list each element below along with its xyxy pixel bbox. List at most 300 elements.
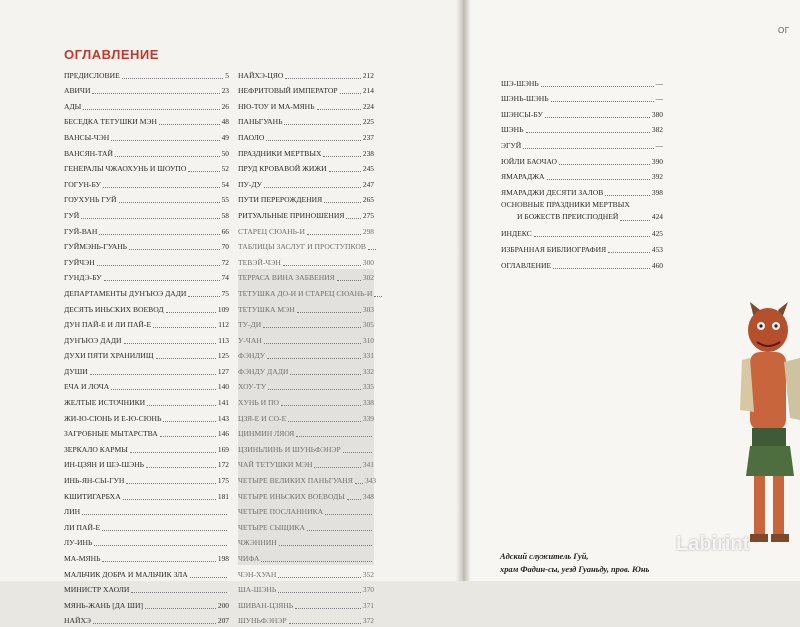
leader-dots (295, 608, 361, 609)
leader-dots (156, 358, 216, 359)
toc-entry-title: ХОУ-ТУ (238, 382, 267, 392)
toc-entry-title: ШЭ-ШЭНЬ (501, 78, 539, 88)
toc-entry (238, 518, 374, 534)
toc-entry (238, 456, 374, 472)
toc-entry-title: ОСНОВНЫЕ ПРАЗДНИКИ МЕРТВЫХ (501, 199, 630, 209)
toc-entry (501, 225, 663, 241)
toc-page-number: 332 (362, 366, 374, 376)
leader-dots (131, 592, 227, 593)
leader-dots (343, 452, 372, 453)
toc-column-1 (64, 66, 229, 627)
leader-dots (296, 436, 372, 437)
toc-entry (64, 191, 229, 207)
toc-entry (501, 105, 663, 121)
leader-dots (166, 312, 216, 313)
toc-entry (64, 82, 229, 98)
leader-dots (147, 405, 216, 406)
toc-page-number: 265 (362, 195, 374, 205)
toc-page-number: 303 (362, 304, 374, 314)
toc-entry-title: ЯМАРАДЖИ ДЕСЯТИ ЗАЛОВ (501, 187, 604, 197)
toc-entry-title: ПУ-ДУ (238, 179, 263, 189)
toc-entry (501, 74, 663, 90)
toc-page-number: 175 (217, 476, 229, 486)
leader-dots (97, 265, 220, 266)
toc-entry (238, 409, 374, 425)
toc-page-number: 141 (217, 398, 229, 408)
toc-entry (64, 362, 229, 378)
toc-page-number: 72 (221, 257, 229, 267)
toc-page-number: 48 (221, 117, 229, 127)
toc-entry-title: КШИТИГАРБХА (64, 491, 121, 501)
toc-entry-title: ШУНЬФЭНЭР (238, 616, 287, 626)
leader-dots (329, 171, 361, 172)
leader-dots (94, 545, 227, 546)
toc-entry (238, 269, 374, 285)
toc-page-number: 398 (651, 187, 663, 197)
toc-page-number: 146 (217, 429, 229, 439)
leader-dots (314, 467, 360, 468)
toc-entry-title: ГОГУН-БУ (64, 179, 101, 189)
toc-entry-title: НЕФРИТОВЫЙ ИМПЕРАТОР (238, 86, 338, 96)
caption-line-2: храм Фадин-сы, уезд Гуаньду, пров. Юнь (500, 565, 650, 574)
toc-entry (64, 144, 229, 160)
toc-entry (64, 253, 229, 269)
leader-dots (355, 483, 363, 484)
toc-page-number: — (655, 78, 663, 88)
toc-entry (64, 113, 229, 129)
toc-entry-title: ЧЕТЫРЕ ВЕЛИКИХ ПАНЬГУАНЯ (238, 476, 353, 486)
toc-entry (238, 581, 374, 597)
toc-entry-title: ШИВАН-ЦЗЯНЬ (238, 600, 294, 610)
toc-entry (64, 534, 229, 550)
leader-dots (541, 86, 654, 87)
leader-dots (323, 156, 360, 157)
leader-dots (153, 327, 216, 328)
leader-dots (324, 202, 361, 203)
toc-entry (64, 160, 229, 176)
toc-entry (501, 121, 663, 137)
leader-dots (130, 452, 216, 453)
toc-entry-title: ДЕПАРТАМЕНТЫ ДУНЪЮЭ ДАДИ (64, 288, 187, 298)
toc-entry-title: ОГЛАВЛЕНИЕ (501, 260, 552, 270)
leader-dots (266, 140, 361, 141)
toc-entry-title: ЧИФА (238, 554, 260, 563)
toc-entry-title: ГУНДЭ-БУ (64, 273, 102, 283)
toc-page-number: 371 (362, 600, 374, 610)
toc-page-number: 54 (221, 179, 229, 189)
toc-entry (501, 199, 663, 225)
toc-entry (64, 518, 229, 534)
toc-entry-title: ЧЕТЫРЕ СЫЩИКА (238, 522, 305, 532)
leader-dots (620, 220, 650, 221)
toc-entry (64, 66, 229, 82)
leader-dots (92, 93, 219, 94)
toc-page-number: 370 (362, 585, 374, 595)
toc-entry (64, 487, 229, 503)
toc-entry-title: ЦИНМИН ЛЯОЯ (238, 429, 295, 439)
leader-dots (307, 530, 372, 531)
toc-entry-title: ФЭНДУ (238, 351, 266, 361)
toc-page-number: 125 (217, 351, 229, 361)
toc-entry (238, 378, 374, 394)
toc-page-number: 392 (651, 172, 663, 182)
toc-entry-title: МА-МЯНЬ (64, 554, 101, 563)
leader-dots (126, 483, 216, 484)
toc-entry-title: ГЕНЕРАЛЫ ЧЖАОХУНЬ И ШОУПО (64, 164, 187, 174)
toc-entry (238, 113, 374, 129)
toc-page-number: 214 (362, 86, 374, 96)
toc-page-number: 224 (362, 101, 374, 111)
leader-dots (111, 389, 216, 390)
leader-dots (374, 296, 382, 297)
toc-page-number: 26 (221, 101, 229, 111)
toc-entry (64, 471, 229, 487)
toc-entry-title: МИНИСТР ХАОЛИ (64, 585, 130, 595)
leader-dots (279, 545, 372, 546)
leader-dots (288, 421, 361, 422)
toc-entry (64, 440, 229, 456)
toc-entry-title: АДЫ (64, 101, 82, 111)
toc-entry-title: НЮ-ТОУ И МА-МЯНЬ (238, 101, 315, 111)
toc-entry (64, 549, 229, 565)
toc-entry (238, 300, 374, 316)
toc-entry (238, 471, 377, 487)
toc-entry-title: ИНДЕКС (501, 229, 532, 239)
leader-dots (124, 343, 217, 344)
watermark-logo: Labirint (676, 533, 750, 555)
toc-page-number: 169 (217, 444, 229, 454)
toc-page-number: 245 (362, 164, 374, 174)
toc-column-2 (238, 66, 377, 627)
toc-entry-title: ФЭНДУ ДАДИ (238, 366, 289, 376)
toc-entry (501, 90, 663, 106)
toc-entry-title: ПАНЬГУАНЬ (238, 117, 283, 127)
leader-dots (523, 148, 653, 149)
toc-entry (238, 144, 374, 160)
toc-entry (64, 393, 229, 409)
toc-page-number: 343 (364, 476, 377, 486)
toc-page-number: 113 (218, 335, 229, 345)
toc-page-number: 23 (221, 86, 229, 96)
leader-dots (337, 280, 361, 281)
toc-entry (238, 596, 374, 612)
leader-dots (160, 436, 216, 437)
toc-page-number: 341 (362, 460, 374, 470)
toc-entry-title: ЖЕЛТЫЕ ИСТОЧНИКИ (64, 398, 146, 408)
leader-dots (146, 467, 216, 468)
leader-dots (605, 195, 650, 196)
toc-page-number: 70 (221, 242, 229, 252)
toc-page-number: 58 (221, 210, 229, 220)
toc-page-number: 140 (217, 382, 229, 392)
toc-entry-title: ГУЙМЭНЬ-ГУАНЬ (64, 242, 128, 252)
toc-entry-title: ТЕВЭЙ-ЧЭН (238, 257, 281, 267)
toc-page-number: — (655, 94, 663, 104)
toc-page-number: 425 (651, 229, 663, 239)
toc-entry-title: СТАРЕЦ СЮАНЬ-И (238, 226, 305, 236)
toc-page-number: 127 (217, 366, 229, 376)
toc-page-number: 225 (362, 117, 374, 127)
leader-dots (284, 124, 360, 125)
toc-entry (64, 347, 229, 363)
toc-entry (64, 284, 229, 300)
leader-dots (264, 187, 361, 188)
toc-entry (64, 425, 229, 441)
toc-entry-title: ИЗБРАННАЯ БИБЛИОГРАФИЯ (501, 244, 607, 254)
leader-dots (129, 249, 220, 250)
toc-entry (238, 612, 374, 627)
toc-entry (238, 238, 374, 254)
toc-entry-title: ИН-ЦЗЯН И ШЭ-ШЭНЬ (64, 460, 145, 470)
toc-entry (238, 82, 374, 98)
leader-dots (283, 265, 361, 266)
toc-entry (64, 565, 229, 581)
toc-page-number: 302 (362, 273, 374, 283)
toc-entry (501, 240, 663, 256)
toc-entry (501, 168, 663, 184)
toc-entry-title: МЯНЬ-ЖАНЬ [ДА ШИ] (64, 600, 143, 610)
toc-page-number: 112 (218, 320, 229, 330)
toc-entry-title: У-ЧАН (238, 335, 262, 345)
toc-entry (501, 152, 663, 168)
toc-entry-title: АВИЧИ (64, 86, 91, 96)
toc-entry-title: ПРУД КРОВАВОЙ ЖИЖИ (238, 164, 327, 174)
toc-entry (238, 284, 374, 300)
toc-entry-title: ЛИ ПАЙ-Е (64, 522, 101, 532)
leader-dots (534, 236, 650, 237)
leader-dots (81, 218, 219, 219)
toc-entry (238, 316, 374, 332)
toc-page-number: 300 (362, 257, 374, 267)
toc-page-number: 335 (362, 382, 374, 392)
toc-entry-title: ГУЙ-ВАН (64, 226, 98, 236)
leader-dots (104, 280, 220, 281)
toc-page-number: 372 (362, 616, 374, 626)
toc-entry-title: ГУЙ (64, 210, 80, 220)
toc-entry-title: ЧЖЭННИН (238, 538, 277, 548)
toc-entry (64, 128, 229, 144)
toc-entry-title: ДУХИ ПЯТИ ХРАНИЛИЩ (64, 351, 154, 361)
toc-entry (238, 331, 374, 347)
toc-page-number: 74 (221, 273, 229, 283)
toc-entry-title: ТАБЛИЦЫ ЗАСЛУГ И ПРОСТУПКОВ (238, 242, 366, 252)
leader-dots (93, 623, 216, 624)
toc-page-number: 339 (362, 413, 374, 423)
toc-entry-title: ЦЗИНЬЛИНЬ И ШУНЬФЭНЭР (238, 444, 341, 454)
leader-dots (278, 592, 361, 593)
leader-dots (347, 499, 361, 500)
toc-page-number: 172 (217, 460, 229, 470)
toc-page-number: 338 (362, 398, 374, 408)
toc-entry (238, 347, 374, 363)
leader-dots (547, 179, 650, 180)
leader-dots (111, 140, 219, 141)
toc-entry (64, 581, 229, 597)
toc-entry-title: ЗАГРОБНЫЕ МЫТАРСТВА (64, 429, 158, 439)
toc-entry (238, 206, 374, 222)
toc-entry-title: ЧЕТЫРЕ ИНЬСКИХ ВОЕВОДЫ (238, 491, 345, 501)
toc-page-number: 143 (217, 413, 229, 423)
leader-dots (317, 109, 361, 110)
toc-entry-title: ДУН ПАЙ-Е И ЛИ ПАЙ-Е (64, 320, 152, 330)
toc-entry-title: ТЕТУШКА ДО-И И СТАРЕЦ СЮАНЬ-И (238, 288, 373, 298)
toc-entry (501, 136, 663, 152)
toc-page-number: 212 (362, 70, 374, 80)
toc-page-number: 55 (221, 195, 229, 205)
leader-dots (608, 252, 650, 253)
toc-entry (64, 503, 229, 519)
toc-page-number: 382 (651, 125, 663, 135)
leader-dots (267, 358, 361, 359)
toc-entry (501, 183, 663, 199)
toc-entry-title: ГОУХУНЬ ГУЙ (64, 195, 117, 205)
toc-entry (64, 222, 229, 238)
toc-entry-title: ШЭНСЫ-БУ (501, 109, 543, 119)
toc-page-number: 198 (217, 554, 229, 563)
leader-dots (102, 530, 227, 531)
toc-page-number: 298 (362, 226, 374, 236)
toc-entry (238, 425, 374, 441)
toc-entry-title: ГУЙЧЭН (64, 257, 95, 267)
toc-page-number: 310 (362, 335, 374, 345)
toc-entry (501, 256, 663, 272)
toc-page-number: 207 (217, 616, 229, 626)
toc-entry (64, 175, 229, 191)
leader-dots (99, 234, 219, 235)
leader-dots (281, 405, 361, 406)
leader-dots (190, 577, 227, 578)
toc-page-number: 5 (225, 70, 229, 80)
toc-entry (64, 331, 229, 347)
toc-entry (238, 440, 374, 456)
leader-dots (268, 389, 361, 390)
toc-entry-title: ЭГУЙ (501, 140, 522, 150)
toc-entry (238, 534, 374, 550)
toc-entry-title: ВАНСЯН-ТАЙ (64, 148, 113, 158)
toc-entry-title: НАЙХЭ (64, 616, 91, 626)
leader-dots (261, 561, 372, 562)
toc-entry-title-cont: И БОЖЕСТВ ПРЕИСПОДНЕЙ (517, 212, 619, 222)
toc-entry (238, 222, 374, 238)
leader-dots (340, 93, 361, 94)
toc-entry-title: ЧЭН-ХУАН (238, 569, 277, 579)
toc-page-number: 352 (362, 569, 374, 579)
leader-dots (123, 499, 216, 500)
leader-dots (188, 296, 219, 297)
toc-entry-title: ЦЗЯ-Е И СО-Е (238, 413, 287, 423)
toc-entry (238, 253, 374, 269)
running-header: ОГ (778, 26, 790, 35)
leader-dots (545, 117, 650, 118)
toc-entry-title: ДУШИ (64, 366, 88, 376)
toc-page-number: 75 (221, 288, 229, 298)
toc-entry-title: БЕСЕДКА ТЕТУШКИ МЭН (64, 117, 157, 127)
toc-entry-title: ЧАЙ ТЕТУШКИ МЭН (238, 460, 313, 470)
toc-entry (64, 378, 229, 394)
leader-dots (122, 78, 224, 79)
toc-entry (238, 565, 374, 581)
toc-entry (64, 97, 229, 113)
toc-entry-title: ТЕРРАСА ВИНА ЗАБВЕНИЯ (238, 273, 335, 283)
leader-dots (285, 78, 360, 79)
toc-entry (238, 97, 374, 113)
toc-page-number: 380 (651, 109, 663, 119)
toc-page-number: 247 (362, 179, 374, 189)
toc-entry (64, 269, 229, 285)
toc-page-number: 237 (362, 132, 374, 142)
toc-page-number: 331 (362, 351, 374, 361)
toc-entry-title: ДУНЪЮЭ ДАДИ (64, 335, 122, 345)
toc-entry (238, 487, 374, 503)
toc-page-number: 348 (362, 491, 374, 501)
leader-dots (83, 109, 219, 110)
toc-entry-title: ЛИН (64, 507, 81, 517)
toc-entry-title: ЧЕТЫРЕ ПОСЛАННИКА (238, 507, 324, 517)
toc-page-number: 181 (217, 491, 229, 501)
toc-column-3 (501, 74, 663, 272)
toc-entry (64, 300, 229, 316)
leader-dots (551, 101, 654, 102)
toc-page-number: 49 (221, 132, 229, 142)
book-gutter (456, 0, 470, 581)
toc-entry (64, 596, 229, 612)
toc-entry-title: ИНЬ-ЯН-СЫ-ГУН (64, 476, 125, 486)
toc-entry-title: РИТУАЛЬНЫЕ ПРИНОШЕНИЯ (238, 210, 345, 220)
toc-page-number: 305 (362, 320, 374, 330)
leader-dots (159, 124, 220, 125)
leader-dots (188, 171, 219, 172)
toc-entry (64, 316, 229, 332)
toc-entry-title: МАЛЬЧИК ДОБРА И МАЛЬЧИК ЗЛА (64, 569, 188, 579)
toc-page-number: 275 (362, 210, 374, 220)
leader-dots (278, 577, 361, 578)
leader-dots (145, 608, 216, 609)
toc-entry-title: НАЙХЭ-ЦЯО (238, 70, 284, 80)
leader-dots (82, 514, 227, 515)
toc-page-number: 390 (651, 156, 663, 166)
toc-entry-title: ТЕТУШКА МЭН (238, 304, 295, 314)
leader-dots (325, 514, 372, 515)
leader-dots (264, 343, 361, 344)
toc-entry (238, 175, 374, 191)
toc-entry-title: ПАОЛО (238, 132, 265, 142)
toc-entry-title: ША-ШЭНЬ (238, 585, 277, 595)
toc-title: ОГЛАВЛЕНИЕ (64, 47, 159, 62)
leader-dots (115, 156, 220, 157)
toc-entry (238, 393, 374, 409)
toc-entry-title: ДЕСЯТЬ ИНЬСКИХ ВОЕВОД (64, 304, 164, 314)
toc-entry-title: ПРЕДИСЛОВИЕ (64, 70, 120, 80)
toc-entry-title: ЖИ-Ю-СЮНЬ И Е-Ю-СЮНЬ (64, 413, 162, 423)
toc-entry-title: ШЭНЬ-ШЭНЬ (501, 94, 549, 104)
toc-entry-title: ЕЧА И ЛОЧА (64, 382, 110, 392)
leader-dots (526, 132, 650, 133)
toc-entry-title: ЮЙЛИ БАОЧАО (501, 156, 558, 166)
leader-dots (163, 421, 216, 422)
leader-dots (90, 374, 216, 375)
leader-dots (297, 312, 361, 313)
toc-entry (64, 238, 229, 254)
toc-entry (64, 456, 229, 472)
toc-page-number: 66 (221, 226, 229, 236)
toc-entry-title: ШЭНЬ (501, 125, 524, 135)
toc-entry (238, 191, 374, 207)
toc-entry (238, 549, 374, 565)
toc-entry-title: ЛУ-ИНЬ (64, 538, 93, 548)
toc-entry-title: ПУТИ ПЕРЕРОЖДЕНИЯ (238, 195, 323, 205)
leader-dots (346, 218, 361, 219)
caption-line-1: Адский служитель Гуй, (500, 552, 589, 561)
